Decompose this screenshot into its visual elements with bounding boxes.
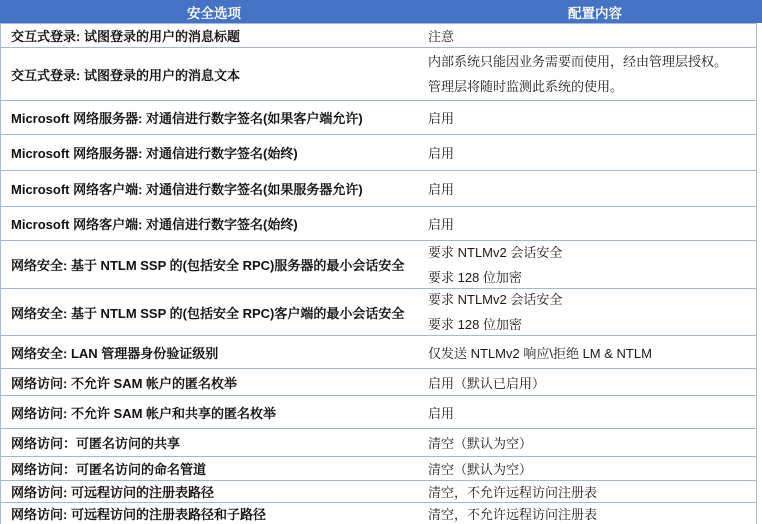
value-cell: 启用 [428, 146, 455, 161]
value-cell: 清空（默认为空） [428, 436, 533, 451]
option-cell: 网络安全: LAN 管理器身份验证级别 [11, 345, 219, 361]
value-cell: 仅发送 NTLMv2 响应\拒绝 LM & NTLM [428, 345, 652, 361]
option-cell: 网络访问：可匿名访问的命名管道 [11, 462, 207, 477]
value-line: 要求 128 位加密 [428, 317, 522, 332]
table-row [1, 503, 756, 524]
table-row [1, 336, 756, 369]
table-row [1, 171, 756, 207]
value-cell: 启用（默认已启用） [428, 375, 546, 391]
table-row [1, 207, 756, 241]
value-line: 管理层将随时监测此系统的使用。 [428, 79, 624, 94]
table-row [1, 289, 756, 336]
option-cell: 网络访问: 可远程访问的注册表路径和子路径 [11, 507, 266, 522]
table-row [1, 241, 756, 289]
table-body [0, 23, 757, 524]
value-cell: 清空，不允许远程访问注册表 [428, 507, 598, 522]
table-row [1, 396, 756, 429]
option-cell: 网络访问: 不允许 SAM 帐户的匿名枚举 [11, 375, 238, 391]
value-cell [428, 49, 754, 99]
value-cell: 注意 [428, 29, 455, 44]
table-row [1, 457, 756, 481]
value-cell: 启用 [428, 217, 455, 232]
option-cell: 交互式登录: 试图登录的用户的消息文本 [11, 67, 240, 83]
value-line: 要求 NTLMv2 会话安全 [428, 244, 563, 260]
value-cell: 清空（默认为空） [428, 462, 533, 477]
table-row [1, 369, 756, 396]
value-cell: 清空，不允许远程访问注册表 [428, 485, 598, 500]
value-cell: 启用 [428, 182, 455, 197]
header-cell-security-option: 安全选项 [187, 5, 241, 21]
option-cell: Microsoft 网络服务器: 对通信进行数字签名(始终) [11, 146, 298, 161]
table-row [1, 429, 756, 457]
option-cell: 交互式登录: 试图登录的用户的消息标题 [11, 29, 240, 44]
value-line: 要求 128 位加密 [428, 269, 522, 285]
table-row [1, 24, 756, 48]
option-cell: Microsoft 网络服务器: 对通信进行数字签名(如果客户端允许) [11, 111, 363, 126]
table-header-row [0, 0, 762, 23]
header-cell-config-content: 配置内容 [568, 5, 622, 21]
value-cell: 启用 [428, 405, 455, 421]
value-line: 内部系统只能因业务需要而使用，经由管理层授权。 [428, 54, 728, 69]
option-cell: 网络访问: 不允许 SAM 帐户和共享的匿名枚举 [11, 405, 277, 421]
value-line: 要求 NTLMv2 会话安全 [428, 292, 563, 307]
option-cell: 网络访问：可匿名访问的共享 [11, 436, 181, 451]
value-cell [428, 287, 754, 337]
table-row [1, 101, 756, 135]
option-cell: Microsoft 网络客户端: 对通信进行数字签名(始终) [11, 217, 298, 232]
table-row [1, 135, 756, 171]
option-cell: Microsoft 网络客户端: 对通信进行数字签名(如果服务器允许) [11, 182, 363, 197]
table-row [1, 481, 756, 503]
table-row [1, 48, 756, 101]
option-cell: 网络访问: 可远程访问的注册表路径 [11, 485, 214, 500]
option-cell: 网络安全: 基于 NTLM SSP 的(包括安全 RPC)客户端的最小会话安全 [11, 305, 405, 321]
option-cell: 网络安全: 基于 NTLM SSP 的(包括安全 RPC)服务器的最小会话安全 [11, 258, 405, 273]
value-cell: 启用 [428, 111, 455, 126]
value-cell [428, 240, 754, 290]
